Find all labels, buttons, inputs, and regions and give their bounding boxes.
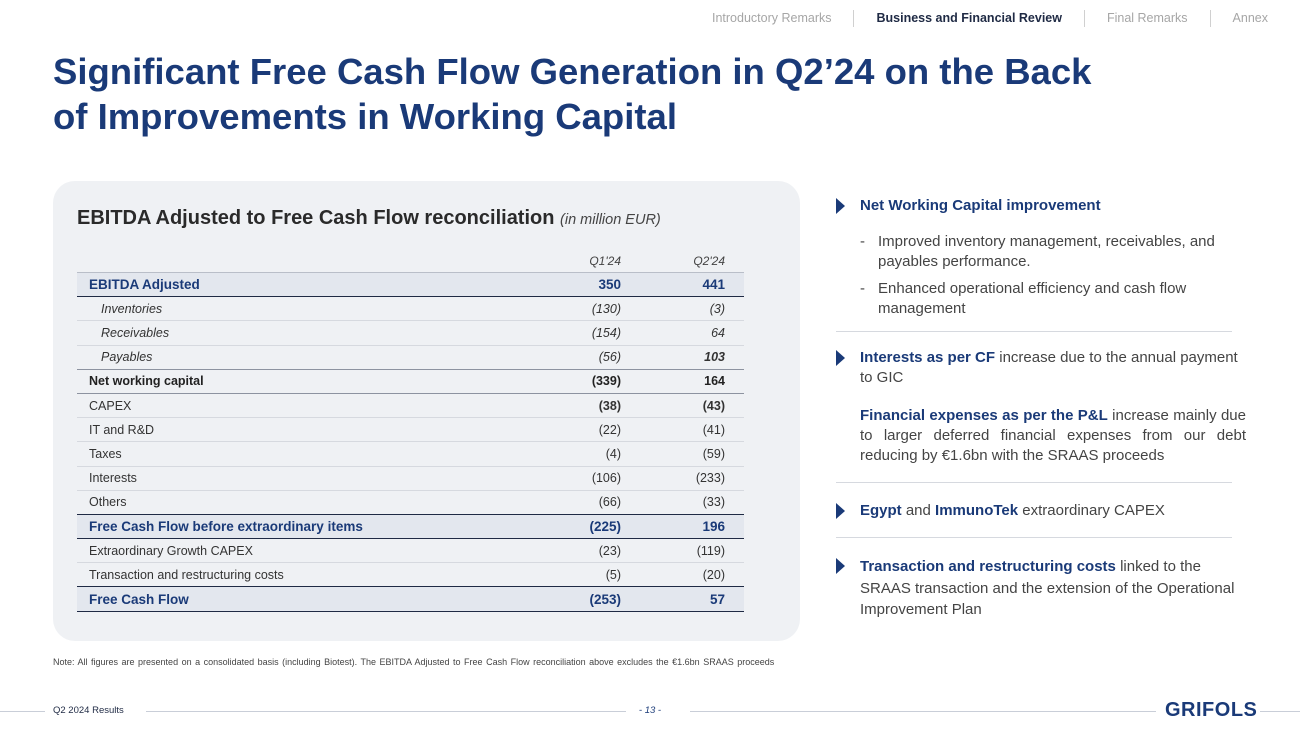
row-q2: 441 (702, 277, 725, 293)
row-q2: 164 (704, 374, 725, 389)
paragraph-capex (860, 501, 1246, 521)
triangle-bullet-icon (836, 350, 845, 366)
list-item (860, 279, 1246, 319)
row-q1: (23) (598, 543, 621, 558)
table-row-taxes (77, 442, 744, 466)
triangle-bullet-icon (836, 558, 845, 574)
section-transaction-costs (836, 556, 1246, 621)
commentary-column (836, 196, 1246, 621)
list-item (860, 232, 1246, 272)
bullet-text: Improved inventory management, receivables, and payables performance. (878, 233, 1215, 270)
row-q1: (56) (598, 350, 621, 365)
grifols-logo: GRIFOLS (1165, 699, 1258, 721)
table-header (77, 249, 744, 273)
row-q1: (106) (591, 471, 621, 486)
row-label: Others (89, 495, 127, 510)
dash-marker: - (860, 233, 865, 250)
bullet-list (860, 232, 1246, 319)
highlight-text: Financial expenses as per the P&L (860, 407, 1108, 424)
header-q2: Q2'24 (693, 254, 725, 268)
table-row-payables (77, 346, 744, 370)
table-row-inventories (77, 297, 744, 321)
row-q2: 64 (711, 325, 725, 340)
row-label: Net working capital (89, 374, 204, 389)
row-q1: (154) (591, 325, 621, 340)
row-q2: (233) (695, 471, 725, 486)
row-q2: (59) (702, 446, 725, 461)
paragraph-interests (860, 348, 1246, 388)
highlight-text: Interests as per CF (860, 349, 996, 366)
table-row-ebitda-adjusted (77, 273, 744, 297)
row-q2: (43) (702, 398, 725, 413)
table-row-fcf-before-extraordinary (77, 515, 744, 539)
panel-unit: (in million EUR) (560, 212, 661, 228)
dash-marker: - (860, 280, 865, 297)
row-q1: (253) (589, 591, 621, 607)
row-label: CAPEX (89, 398, 132, 413)
body-text: increase due to the annual payment to GIC (860, 349, 1238, 386)
row-label: EBITDA Adjusted (89, 277, 200, 293)
highlight-text: Egypt (860, 502, 902, 519)
panel-title-text: EBITDA Adjusted to Free Cash Flow reconciliation (77, 207, 555, 229)
table-row-net-working-capital (77, 370, 744, 394)
section-divider (836, 537, 1232, 538)
body-text: extraordinary CAPEX (1018, 502, 1165, 519)
table-row-capex (77, 394, 744, 418)
reconciliation-panel (53, 181, 800, 641)
section-extraordinary-capex (836, 501, 1246, 521)
paragraph-financial-expenses (860, 406, 1246, 466)
header-q1: Q1'24 (589, 254, 621, 268)
top-navigation (690, 8, 1268, 28)
row-q2: (3) (709, 301, 725, 316)
body-text: linked to the SRAAS transaction and the extension of the Operational Improvement Plan (860, 558, 1235, 618)
row-q1: (225) (589, 518, 621, 534)
footer-rule-left (0, 711, 45, 712)
table-row-others (77, 491, 744, 515)
triangle-bullet-icon (836, 198, 845, 214)
table-row-extraordinary-growth-capex (77, 539, 744, 563)
section-divider (836, 482, 1232, 483)
triangle-bullet-icon (836, 503, 845, 519)
row-label: Payables (101, 350, 153, 365)
paragraph-transaction (860, 556, 1246, 621)
row-label: Receivables (101, 325, 170, 340)
row-q1: (22) (598, 422, 621, 437)
section-heading: Net Working Capital improvement (860, 197, 1101, 214)
row-q1: (4) (605, 446, 621, 461)
row-q2: (20) (702, 567, 725, 582)
nav-business-financial-review[interactable]: Business and Financial Review (876, 11, 1062, 25)
nav-annex[interactable]: Annex (1232, 11, 1268, 25)
table-row-it-rd (77, 418, 744, 442)
nav-introductory-remarks[interactable]: Introductory Remarks (712, 11, 832, 25)
body-text: increase mainly due to larger deferred financial expenses from our debt reducing by €1.6bn with the SRAAS proceeds (860, 407, 1246, 464)
footer-label: Q2 2024 Results (53, 705, 124, 716)
row-label: IT and R&D (89, 422, 155, 437)
row-q2: (33) (702, 495, 725, 510)
table-row-free-cash-flow (77, 587, 744, 611)
section-net-working-capital (836, 196, 1246, 319)
row-q2: 57 (709, 591, 725, 607)
highlight-text: ImmunoTek (935, 502, 1019, 519)
footer-rule-right (690, 711, 1156, 712)
reconciliation-table (77, 249, 744, 612)
row-q1: (38) (598, 398, 621, 413)
row-label: Free Cash Flow before extraordinary items (89, 518, 363, 534)
table-row-transaction-restructuring (77, 563, 744, 587)
highlight-text: Transaction and restructuring costs (860, 558, 1116, 575)
body-text: and (901, 502, 936, 519)
nav-final-remarks[interactable]: Final Remarks (1106, 11, 1188, 25)
row-q2: 103 (704, 350, 725, 365)
row-q2: (119) (696, 543, 725, 558)
row-label: Interests (89, 471, 137, 486)
row-q1: (5) (605, 567, 621, 582)
section-divider (836, 331, 1232, 332)
footnote: Note: All figures are presented on a consolidated basis (including Biotest). The EBITDA Adjusted to Free Cash Flow reconciliation above excludes the €1.6bn SRAAS proceeds (53, 657, 775, 667)
row-q1: (130) (591, 301, 621, 316)
row-label: Extraordinary Growth CAPEX (89, 543, 253, 558)
bullet-text: Enhanced operational efficiency and cash flow management (878, 280, 1187, 317)
footer-rule-end (1260, 711, 1300, 712)
footer-rule-middle (146, 711, 626, 712)
row-q1: (339) (591, 374, 621, 389)
panel-title (77, 207, 661, 230)
row-label: Inventories (101, 301, 163, 316)
row-q1: (66) (598, 495, 621, 510)
section-interests-financial-expenses (836, 348, 1246, 466)
table-row-interests (77, 467, 744, 491)
row-q1: 350 (598, 277, 621, 293)
row-q2: (41) (702, 422, 725, 437)
row-q2: 196 (702, 518, 725, 534)
row-label: Taxes (89, 446, 122, 461)
row-label: Transaction and restructuring costs (89, 567, 284, 582)
page-number: - 13 - (638, 705, 662, 716)
page-title: Significant Free Cash Flow Generation in Q2’24 on the Back of Improvements in Working Capital (53, 51, 1092, 137)
row-label: Free Cash Flow (89, 591, 189, 607)
table-row-receivables (77, 321, 744, 345)
